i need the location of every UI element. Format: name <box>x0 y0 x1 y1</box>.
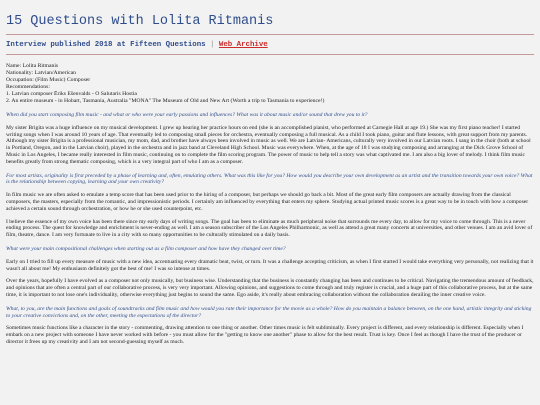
answer-4-paragraph-1: Sometimes music functions like a character in the story - commenting, drawing attention to one thing or another. Other times music is felt subliminally. Every project is different, and every relationship is different. Especially when I embark on a new project with someone I have never worked with before - you must allow for the "getting to know one another" phase to allow for the best result. Trust is key. Once I feel as though I have the trust of the producer or director it frees up my creativity and I am not second-guessing myself as much. <box>6 325 524 345</box>
subtitle-divider <box>6 54 534 55</box>
subtitle <box>6 40 534 50</box>
qa-block-1 <box>6 112 534 166</box>
answer-2-paragraph-2: I believe the essence of my own voice has been there since my early days of writing songs. The goal has been to eliminate as much peripheral noise that surrounds me every day, to allow for my voice to come through. This is a never ending process. The quest for knowledge and enrichment is never-ending as well. I am a season subscriber of the Los Angeles Philharmonic, as well as attend a great many concerts at universities, and other venues. I am an avid lover of film, theatre, dance. I am very fortunate to live in a city with so many opportunities to be culturally stimulated on a daily basis. <box>6 218 533 239</box>
profile-facts <box>6 63 534 105</box>
fact-name: Name: Lolita Ritmanis <box>6 63 59 69</box>
subtitle-separator: | <box>210 41 215 49</box>
answer-2-paragraph-1: In film music we are often asked to emulate a temp score that has been used prior to the hiring of a composer, but perhaps we should go back a bit. Most of the great early film composers are actually drawing from the classical composers, the masters, especially from the romantic, and impressionistic periods. I certainly am influenced by everything that enters my sphere. Studying actual printed music scores is a great way to be in touch with how a composer achieved a certain sound through orchestration, or how he or she used counterpoint, etc. <box>6 192 529 212</box>
question-2: For most artists, originality is first preceded by a phase of learning and, often, emulating others. What was this like for you? How would you describe your own development as an artist and the transition towards your own voice? What is the relationship between copying, learning and your own creativity? <box>6 172 533 186</box>
question-4: What, to you, are the main functions and goals of soundtracks and film music and how would you rate their importance for the movie as a whole? How do you maintain a balance between, on the one hand, artistic integrity and sticking to your creative convictions and, on the other, meeting the expectations of the director? <box>6 305 532 319</box>
qa-block-3 <box>6 246 534 299</box>
answer-3-paragraph-1: Early on I tried to fill up every measure of music with a new idea, accentuating every dramatic beat, twist, or turn. It was a challenge accepting criticism, as when I first started I would take everything very personally, not realizing that it wasn't all about me! My enthusiasm definitely got the best of me! I was so intense at times. <box>6 258 534 272</box>
fact-nationality: Nationality: Latvian/American <box>6 70 76 76</box>
fact-occupation: Occupation: (Film Music) Composer <box>6 77 91 83</box>
fact-recommendation-2: 2. An entire museum - in Hobart, Tasmania, Australia "MONA" The Museum of Old and New Art (Worth a trip to Tasmania to experience!) <box>6 98 325 104</box>
answer-1-paragraph-1: My sister Brigita was a huge influence on my musical development. I grew up hearing her practice hours on end (she is an accomplished pianist, who performed at Carnegie Hall at age 19.) She was my first piano teacher! I started writing songs when I was around 10 years of age. That eventually led to composing small pieces for orchestra, eventually composing a full musical. As a child I took piano, guitar and flute lessons, with great support from my parents. Although my sister Brigita is a professional musician, my mom, dad, and brother have always been involved in music as well. We are Latvian- Americans, culturally very involved in our Latvian roots. I sang in the choir (both at school in Portland, Oregon, and in the Latvian choir), played in the orchestra and in jazz band at Cleveland High School. Music was everywhere. When, at the age of 18 I was studying composing and arranging at the Dick Grove School of Music in Los Angeles, I became really interested in film music, continuing on to complete the film scoring program. The power of music to help tell a story was what captivated me. I am also a big lover of melody. I think film music benefits greatly from strong thematic composing, which is a very integral part of who I am as a composer. <box>6 124 531 165</box>
question-1: When did you start composing film music - and what or who were your early passions and influences? What was it about music and/or sound that drew you to it? <box>6 112 368 118</box>
web-archive-link[interactable]: Web Archive <box>218 41 268 49</box>
fact-recommendations-heading: Recommendations: <box>6 84 50 90</box>
page-title: 15 Questions with Lolita Ritmanis <box>6 14 274 29</box>
qa-block-4 <box>6 306 534 346</box>
fact-recommendation-1: 1. Latvian composer Ēriks Ešenvalds - O Salutaris Hostia <box>6 91 137 97</box>
title-divider <box>6 34 534 35</box>
qa-block-2 <box>6 173 534 239</box>
answer-3-paragraph-2: Over the years, hopefully I have evolved as a composer not only musically, but business wise. Understanding that the business is constantly changing has been and continues to be critical. Navigating the tremendous amount of feedback, and opinions that are often a central part of our collaborative process, is very very important. Allowing opinions, and suggestions to come through and truly register is crucial, and a huge part of this collaborative process, but at the same time, it is important to not lose one's individuality, otherwise everything just begins to sound the same. Ego aside, it's really about embracing collaboration without the collaboration derailing the inner creative voice. <box>6 278 534 298</box>
subtitle-text: Interview published 2018 at Fifteen Questions <box>6 41 206 49</box>
question-3: What were your main compositional challenges when starting out as a film composer and how have they changed over time? <box>6 245 286 252</box>
